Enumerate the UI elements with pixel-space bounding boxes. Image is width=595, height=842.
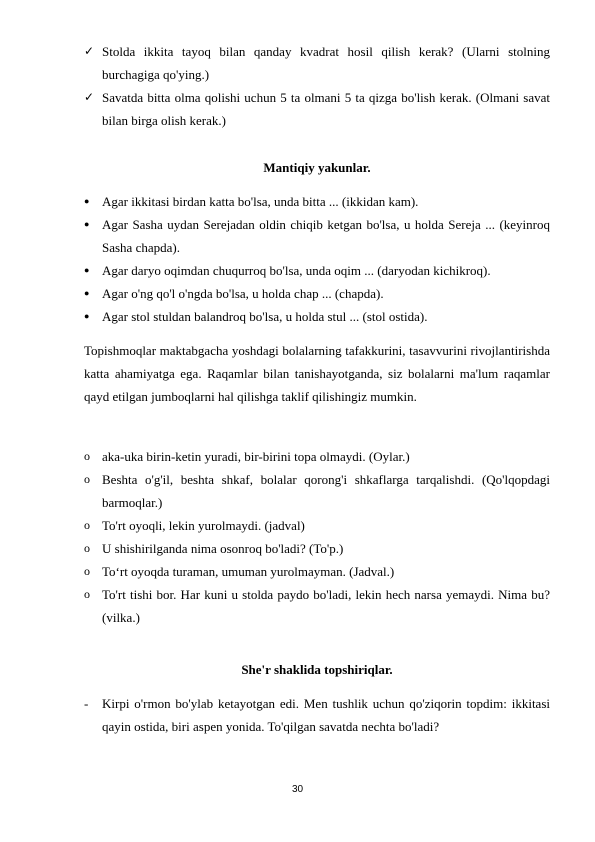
checklist xyxy=(84,40,550,132)
page-number: 30 xyxy=(291,784,304,795)
list-item-text: Beshta o'g'il, beshta shkaf, bolalar qorong'i shkaflarga tarqalishdi. (Qo'lqopdagi barmoqlar.) xyxy=(102,472,550,510)
bullet-icon: ● xyxy=(84,265,90,275)
list-item-text: Agar Sasha uydan Serejadan oldin chiqib ketgan bo'lsa, u holda Sereja ... (keyinroq Sasha chapda). xyxy=(102,217,550,255)
list-item xyxy=(84,537,550,560)
circle-bullet-icon: o xyxy=(84,518,90,532)
list-item xyxy=(84,468,550,514)
checklist-item xyxy=(84,40,550,86)
list-item xyxy=(84,560,550,583)
list-item xyxy=(84,190,550,213)
riddle-list xyxy=(84,445,550,629)
list-item xyxy=(84,583,550,629)
list-item-text: To'rt tishi bor. Har kuni u stolda paydo bo'ladi, lekin hech narsa yemaydi. Nima bu? (vilka.) xyxy=(102,587,550,625)
circle-bullet-icon: o xyxy=(84,587,90,601)
list-item-text: Agar stol stuldan balandroq bo'lsa, u holda stul ... (stol ostida). xyxy=(102,309,428,324)
list-item-text: Agar daryo oqimdan chuqurroq bo'lsa, unda oqim ... (daryodan kichikroq). xyxy=(102,263,491,278)
check-icon: ✓ xyxy=(84,90,95,104)
circle-bullet-icon: o xyxy=(84,564,90,578)
check-icon: ✓ xyxy=(84,44,95,58)
list-item-text: To'rt oyoqli, lekin yurolmaydi. (jadval) xyxy=(102,518,305,533)
circle-bullet-icon: o xyxy=(84,449,90,463)
bullet-icon: ● xyxy=(84,288,90,298)
list-item-text: To‘rt oyoqda turaman, umuman yurolmayman. (Jadval.) xyxy=(102,564,395,579)
list-item xyxy=(84,445,550,468)
list-item-text: Kirpi o'rmon bo'ylab ketayotgan edi. Men tushlik uchun qo'ziqorin topdim: ikkitasi qayin ostida, biri aspen yonida. To'qilgan savatda nechta bo'ladi? xyxy=(102,696,550,734)
logic-list xyxy=(84,190,550,328)
intro-paragraph: Topishmoqlar maktabgacha yoshdagi bolalarning tafakkurini, tasavvurini rivojlantirishda katta ahamiyatga ega. Raqamlar bilan tanishayotganda, siz bolalarni ma'lum raqamlar qayd etilgan jumboqlarni hal qilishga taklif qilishingiz mumkin. xyxy=(84,343,550,404)
list-item xyxy=(84,259,550,282)
list-item xyxy=(84,305,550,328)
bullet-icon: ● xyxy=(84,311,90,321)
circle-bullet-icon: o xyxy=(84,541,90,555)
checklist-item xyxy=(84,86,550,132)
bullet-icon: ● xyxy=(84,196,90,206)
list-item-text: Agar ikkitasi birdan katta bo'lsa, unda bitta ... (ikkidan kam). xyxy=(102,194,419,209)
checklist-item-text: Savatda bitta olma qolishi uchun 5 ta olmani 5 ta qizga bo'lish kerak. (Olmani savat bilan birga olish kerak.) xyxy=(102,90,550,128)
dash-bullet-icon: - xyxy=(84,696,89,711)
bullet-icon: ● xyxy=(84,219,90,229)
list-item-text: U shishirilganda nima osonroq bo'ladi? (To'p.) xyxy=(102,541,344,556)
list-item-text: Agar o'ng qo'l o'ngda bo'lsa, u holda chap ... (chapda). xyxy=(102,286,384,301)
list-item xyxy=(84,213,550,259)
list-item xyxy=(84,514,550,537)
section-heading-poem: She'r shaklida topshiriqlar. xyxy=(241,662,393,677)
list-item-text: aka-uka birin-ketin yuradi, bir-birini topa olmaydi. (Oylar.) xyxy=(102,449,410,464)
section-heading-logic: Mantiqiy yakunlar. xyxy=(263,160,371,175)
checklist-item-text: Stolda ikkita tayoq bilan qanday kvadrat hosil qilish kerak? (Ularni stolning burchagiga qo'ying.) xyxy=(102,44,550,82)
list-item xyxy=(84,692,550,738)
circle-bullet-icon: o xyxy=(84,472,90,486)
poem-task-list xyxy=(84,692,550,738)
list-item xyxy=(84,282,550,305)
